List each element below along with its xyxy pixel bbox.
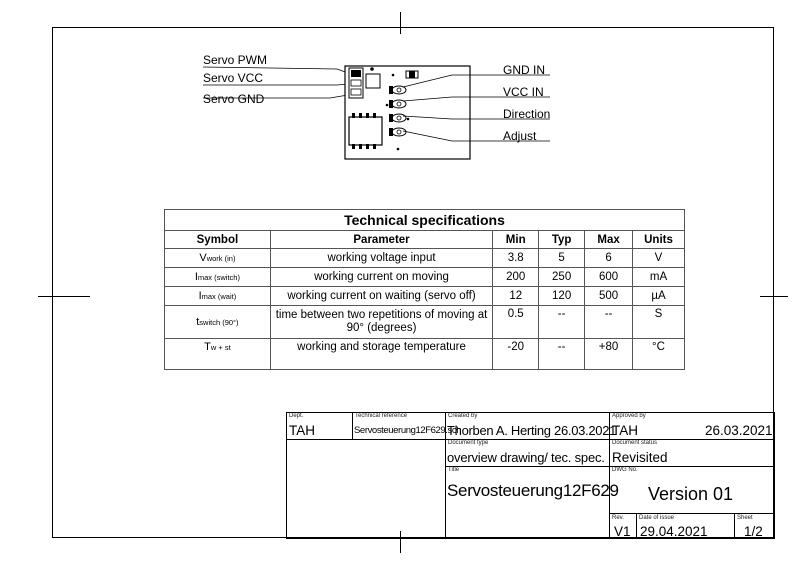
created-caption: Created by — [448, 413, 478, 419]
symbol-subscript: w + st — [210, 343, 231, 352]
parameter-cell: working current on moving — [270, 268, 492, 287]
label-servo-gnd: Servo GND — [203, 92, 265, 106]
symbol-subscript: max (switch) — [197, 273, 240, 282]
min-cell: 200 — [493, 268, 539, 287]
title-caption: Title — [448, 467, 460, 473]
title-block-divider — [352, 412, 353, 439]
title-block-divider — [636, 513, 637, 539]
min-cell: -20 — [493, 339, 539, 370]
symbol-cell — [165, 249, 271, 268]
label-gnd-in: GND IN — [503, 63, 545, 77]
doctype-caption: Document type — [448, 440, 489, 446]
label-adjust: Adjust — [503, 129, 537, 143]
max-cell: 600 — [585, 268, 633, 287]
docstatus-value: Revisited — [612, 450, 668, 465]
created-value: Thorben A. Herting 26.03.2021 — [447, 423, 617, 438]
label-servo-vcc: Servo VCC — [203, 71, 264, 85]
sheet-caption: Sheet — [737, 515, 753, 521]
header-max: Max — [585, 231, 633, 249]
typ-cell: 5 — [539, 249, 585, 268]
max-cell: 6 — [585, 249, 633, 268]
sheet-value: 1/2 — [744, 524, 763, 539]
title-block-divider — [609, 513, 775, 514]
table-row — [165, 268, 685, 287]
approved-caption: Approved by — [612, 413, 646, 419]
symbol: I — [194, 271, 198, 283]
max-cell: 500 — [585, 287, 633, 306]
spec-table-title: Technical specifications — [165, 210, 685, 231]
parameter-cell: working and storage temperature — [270, 339, 492, 370]
header-typ: Typ — [539, 231, 585, 249]
parameter-cell: working current on waiting (servo off) — [270, 287, 492, 306]
techref-caption: Technical reference — [355, 413, 408, 419]
title-block-divider — [286, 439, 775, 440]
symbol-cell — [165, 339, 271, 370]
table-row — [165, 339, 685, 370]
right-center-mark — [760, 296, 788, 297]
typ-cell: 120 — [539, 287, 585, 306]
typ-cell: -- — [539, 339, 585, 370]
label-direction: Direction — [503, 107, 551, 121]
top-center-mark — [400, 12, 401, 34]
title-block-divider — [445, 466, 775, 467]
header-parameter: Parameter — [270, 231, 492, 249]
max-cell: -- — [585, 306, 633, 339]
symbol-subscript: work (in) — [206, 254, 236, 263]
techref-value: Servosteuerung12F629.sch — [354, 425, 462, 436]
unit-cell: µA — [633, 287, 685, 306]
symbol: V — [199, 252, 207, 264]
min-cell: 3.8 — [493, 249, 539, 268]
header-units: Units — [633, 231, 685, 249]
spec-table — [164, 209, 685, 370]
symbol-cell — [165, 268, 271, 287]
symbol-subscript: max (wait) — [201, 292, 237, 301]
dept-value: TAH — [289, 423, 315, 438]
typ-cell: -- — [539, 306, 585, 339]
unit-cell: mA — [633, 268, 685, 287]
spec-header-row — [165, 231, 685, 249]
symbol: T — [204, 341, 211, 353]
header-min: Min — [493, 231, 539, 249]
typ-cell: 250 — [539, 268, 585, 287]
approved-date: 26.03.2021 — [705, 423, 773, 438]
parameter-cell: time between two repetitions of moving at 90° (degrees) — [270, 306, 492, 339]
unit-cell: °C — [633, 339, 685, 370]
dwg-number: Version 01 — [648, 484, 734, 504]
left-center-mark — [38, 296, 90, 297]
symbol: I — [198, 290, 202, 302]
rev-value: V1 — [614, 524, 631, 539]
title-block-divider — [734, 513, 735, 539]
issue-caption: Date of issue — [639, 515, 675, 521]
table-row — [165, 249, 685, 268]
label-vcc-in: VCC IN — [503, 85, 544, 99]
parameter-cell: working voltage input — [270, 249, 492, 268]
min-cell: 12 — [493, 287, 539, 306]
header-symbol: Symbol — [165, 231, 271, 249]
docstatus-caption: Document status — [612, 440, 658, 446]
rev-caption: Rev. — [612, 515, 624, 521]
drawing-title: Servosteuerung12F629 — [447, 481, 619, 500]
symbol: t — [196, 315, 200, 328]
unit-cell: V — [633, 249, 685, 268]
table-row — [165, 306, 685, 339]
symbol-cell — [165, 287, 271, 306]
dwg-caption: DWG No. — [612, 467, 638, 473]
table-row — [165, 287, 685, 306]
min-cell: 0.5 — [493, 306, 539, 339]
unit-cell: S — [633, 306, 685, 339]
symbol-cell — [165, 306, 271, 339]
symbol-subscript: switch (90°) — [199, 317, 239, 327]
label-servo-pwm: Servo PWM — [203, 53, 268, 67]
dept-caption: Dept. — [289, 413, 304, 419]
max-cell: +80 — [585, 339, 633, 370]
issue-date: 29.04.2021 — [640, 524, 708, 539]
doctype-value: overview drawing/ tec. spec. — [447, 450, 605, 465]
approved-name: TAH — [612, 423, 638, 438]
